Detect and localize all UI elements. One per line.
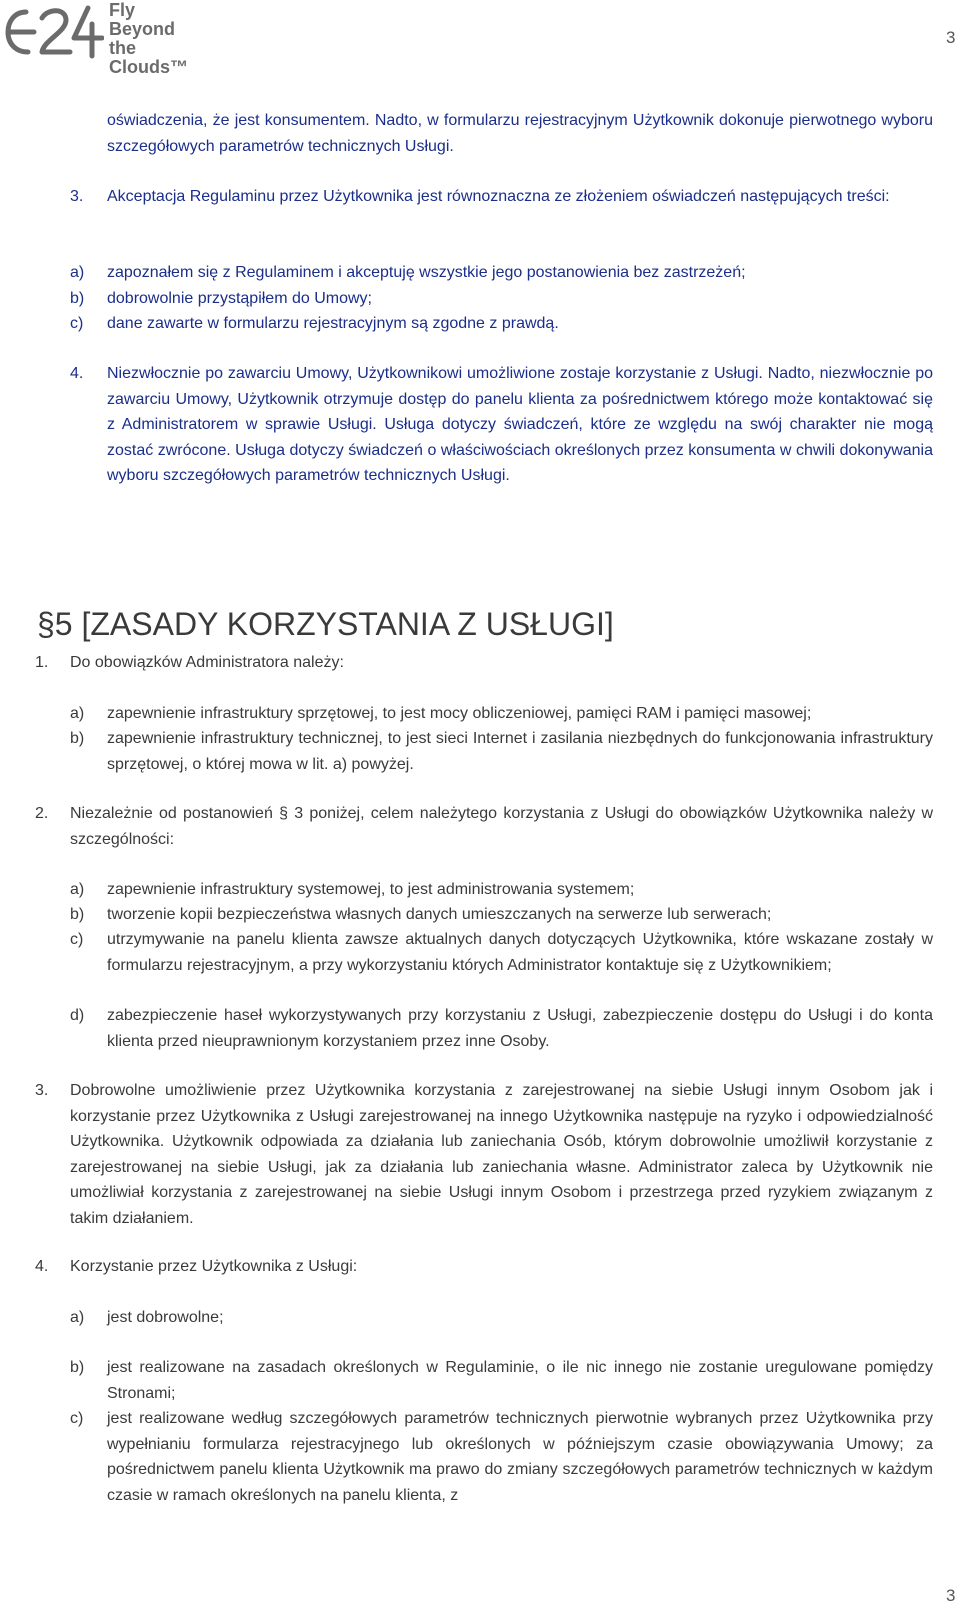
s5-p2-number: 2. [35, 805, 49, 822]
s5-p1-item-text: zapewnienie infrastruktury technicznej, to jest sieci Internet i zasilania niezbędnych do funkcjonowania infrastruktury sprzętowej, o której mowa w lit. a) powyżej. [107, 730, 933, 773]
s5-p4-item-text: jest realizowane według szczegółowych parametrów technicznych pierwotnie wybranych przez Użytkownika przy wypełnianiu formularza rejestracyjnego lub określonych w późniejszym czasie obowiązywania Umowy; za pośrednictwem panelu klienta Użytkownik ma prawo do zmiany szczegółowych parametrów technicznych w każdym czasie w ramach określonych na panelu klienta, z [107, 1410, 933, 1504]
company-logo [4, 0, 214, 77]
s5-p2-item-label: d) [70, 1007, 85, 1024]
s4-p3-item-text: dobrowolnie przystąpiłem do Umowy; [107, 290, 372, 307]
s5-p3-text: Dobrowolne umożliwienie przez Użytkownika korzystania z zarejestrowanej na siebie Usługi innym Osobom jak i korzystanie przez Użytkownika z Usługi zarejestrowanej na innego Użytkownika następuje na ryzyko i odpowiedzialność Użytkownika. Użytkownik odpowiada za działania lub zaniechania Osób, którym dobrowolnie umożliwił korzystanie z zarejestrowanej na siebie Usługi, jak za działania lub zaniechania własne. Administrator zaleca by Użytkownik nie umożliwiał korzystania z zarejestrowanej na siebie Usługi innym Osobom i przestrzega przed ryzykiem związanym z takim działaniem. [70, 1082, 933, 1227]
logo-line-2: Beyond [109, 19, 176, 39]
s5-p1-text: Do obowiązków Administratora należy: [70, 654, 344, 671]
s5-p4-item-text: jest realizowane na zasadach określonych w Regulaminie, o ile nic innego nie zostanie uregulowane pomiędzy Stronami; [107, 1359, 933, 1402]
s5-p2-item-text: zapewnienie infrastruktury systemowej, to jest administrowania systemem; [107, 881, 635, 898]
s5-p4-item-label: a) [70, 1309, 85, 1326]
s4-p3-item-text: zapoznałem się z Regulaminem i akceptuję wszystkie jego postanowienia bez zastrzeżeń; [107, 264, 746, 281]
s5-p4-number: 4. [35, 1258, 49, 1275]
s5-p1-item-label: a) [70, 705, 85, 722]
s4-p3-item-label: a) [70, 264, 85, 281]
s4-p3-text: Akceptacja Regulaminu przez Użytkownika jest równoznaczna ze złożeniem oświadczeń następujących treści: [107, 188, 890, 205]
s5-p3-number: 3. [35, 1082, 49, 1099]
s4-p3-item-label: b) [70, 290, 85, 307]
logo-line-3: the Clouds™ [109, 38, 188, 77]
s5-p2-item-text: tworzenie kopii bezpieczeństwa własnych danych umieszczanych na serwerze lub serwerach; [107, 906, 772, 923]
logo-line-1: Fly [109, 0, 136, 20]
e24-logo-icon [4, 0, 104, 62]
s5-p2-item-label: b) [70, 906, 85, 923]
s5-p4-item-label: c) [70, 1410, 84, 1427]
s5-p1-item-text: zapewnienie infrastruktury sprzętowej, to jest mocy obliczeniowej, pamięci RAM i pamięci masowej; [107, 705, 812, 722]
s5-p2-text: Niezależnie od postanowień § 3 poniżej, celem należytego korzystania z Usługi do obowiązków Użytkownika należy w szczególności: [70, 805, 933, 848]
s4-p3-item-text: dane zawarte w formularzu rejestracyjnym są zgodne z prawdą. [107, 315, 559, 332]
s4-p3-item-label: c) [70, 315, 84, 332]
s5-p2-item-label: a) [70, 881, 85, 898]
s5-p2-item-label: c) [70, 931, 84, 948]
s5-p4-item-label: b) [70, 1359, 85, 1376]
s4-p4-text: Niezwłocznie po zawarciu Umowy, Użytkownikowi umożliwione zostaje korzystanie z Usługi. Nadto, niezwłocznie po zawarciu Umowy, Użytkownik otrzymuje dostęp do panelu klienta za pośrednictwem którego może kontaktować się z Administratorem w sprawie Usługi. Usługa dotyczy świadczeń, które ze względu na swój charakter nie mogą zostać zwrócone. Usługa dotyczy świadczeń o właściwościach określonych przez konsumenta w chwili dokonywania wyboru szczegółowych parametrów technicznych Usługi. [107, 365, 933, 484]
section-heading: §5 [ZASADY KORZYSTANIA Z USŁUGI] [37, 606, 614, 642]
s5-p1-item-label: b) [70, 730, 85, 747]
intro-paragraph: oświadczenia, że jest konsumentem. Nadto, w formularzu rejestracyjnym Użytkownik dokonuje pierwotnego wyboru szczegółowych parametrów technicznych Usługi. [107, 112, 933, 155]
page-number-top: 3 [946, 28, 956, 47]
s5-p4-item-text: jest dobrowolne; [107, 1309, 224, 1326]
s5-p4-text: Korzystanie przez Użytkownika z Usługi: [70, 1258, 358, 1275]
s5-p1-number: 1. [35, 654, 49, 671]
s4-p4-number: 4. [70, 365, 84, 382]
s5-p2-item-text: utrzymywanie na panelu klienta zawsze aktualnych danych dotyczących Użytkownika, które wskazane zostały w formularzu rejestracyjnym, a przy wykorzystaniu których Administrator kontaktuje się z Użytkownikiem; [107, 931, 933, 974]
s5-p2-item-text: zabezpieczenie haseł wykorzystywanych przy korzystaniu z Usługi, zabezpieczenie dostępu do Usługi i do konta klienta przed nieuprawnionym korzystaniem przez inne Osoby. [107, 1007, 933, 1050]
s4-p3-number: 3. [70, 188, 84, 205]
page-number-bottom: 3 [946, 1586, 956, 1605]
